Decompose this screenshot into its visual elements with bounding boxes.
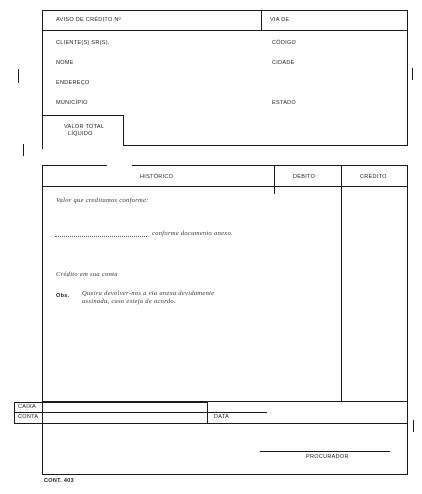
crop-mark-left-2 <box>23 144 24 156</box>
procurador-label: PROCURADOR <box>306 454 349 460</box>
valor-total-label: VALOR TOTAL <box>64 124 105 130</box>
debito-area-right <box>274 186 275 194</box>
via-label: VIA DE <box>270 17 290 23</box>
caixa-box-top <box>14 402 208 403</box>
codigo-label: CÓDIGO <box>272 40 297 46</box>
history-line-2-dots <box>55 236 147 237</box>
conta-label: CONTA <box>18 414 39 420</box>
caixa-box-right <box>207 402 208 424</box>
nome-label: NOME <box>56 60 74 66</box>
table-header-divider <box>42 186 408 187</box>
caixa-box-mid <box>14 412 208 413</box>
crop-mark-left <box>18 69 19 83</box>
cidade-label: CIDADE <box>272 60 295 66</box>
obs-label: Obs. <box>56 293 70 299</box>
form-code: CONT. 403 <box>44 478 74 484</box>
valor-liquido-label: LÍQUIDO <box>68 131 93 137</box>
debito-header: DÉBITO <box>293 174 316 180</box>
obs-text-line-1: Queira devolver-nos a via anexa devidamente <box>82 290 215 297</box>
table-top-short <box>42 165 107 166</box>
header-bottom-border <box>123 145 408 146</box>
table-top-border <box>132 165 408 166</box>
history-line-3: Crédito em sua conta <box>56 271 118 278</box>
caixa-box-left <box>14 402 15 424</box>
credito-header: CRÉDITO <box>360 174 387 180</box>
history-line-2: conforme documento anexo. <box>152 230 233 237</box>
header-col-divider <box>261 10 262 31</box>
crop-mark-right <box>412 68 413 80</box>
data-label: DATA <box>214 414 230 420</box>
value-box-left <box>42 115 43 149</box>
form-bottom-border <box>42 474 408 475</box>
col-divider-debito <box>274 165 275 187</box>
estado-label: ESTADO <box>272 100 297 106</box>
aviso-credito-label: AVISO DE CRÉDITO Nº <box>56 17 121 23</box>
header-left-border <box>42 10 43 116</box>
history-line-1: Valor que creditamos conforme: <box>56 197 149 204</box>
header-row-divider <box>42 30 408 31</box>
historico-header: HISTÓRICO <box>140 174 174 180</box>
obs-text-line-2: assinada, caso esteja de acordo. <box>82 298 176 305</box>
procurador-line <box>260 451 390 452</box>
footer-divider-2 <box>14 423 408 424</box>
value-box-top <box>42 115 124 116</box>
table-left-border <box>42 165 43 475</box>
table-right-border <box>407 165 408 475</box>
municipio-label: MUNICÍPIO <box>56 100 88 106</box>
data-line <box>207 412 267 413</box>
value-box-right <box>123 115 124 146</box>
endereco-label: ENDEREÇO <box>56 80 90 86</box>
crop-mark-bottom-right <box>413 420 414 432</box>
cliente-label: CLIENTE(S) SR(S). <box>56 40 110 46</box>
caixa-label: CAIXA <box>18 404 37 410</box>
col-divider-credito <box>341 165 342 402</box>
header-top-border <box>42 10 408 11</box>
